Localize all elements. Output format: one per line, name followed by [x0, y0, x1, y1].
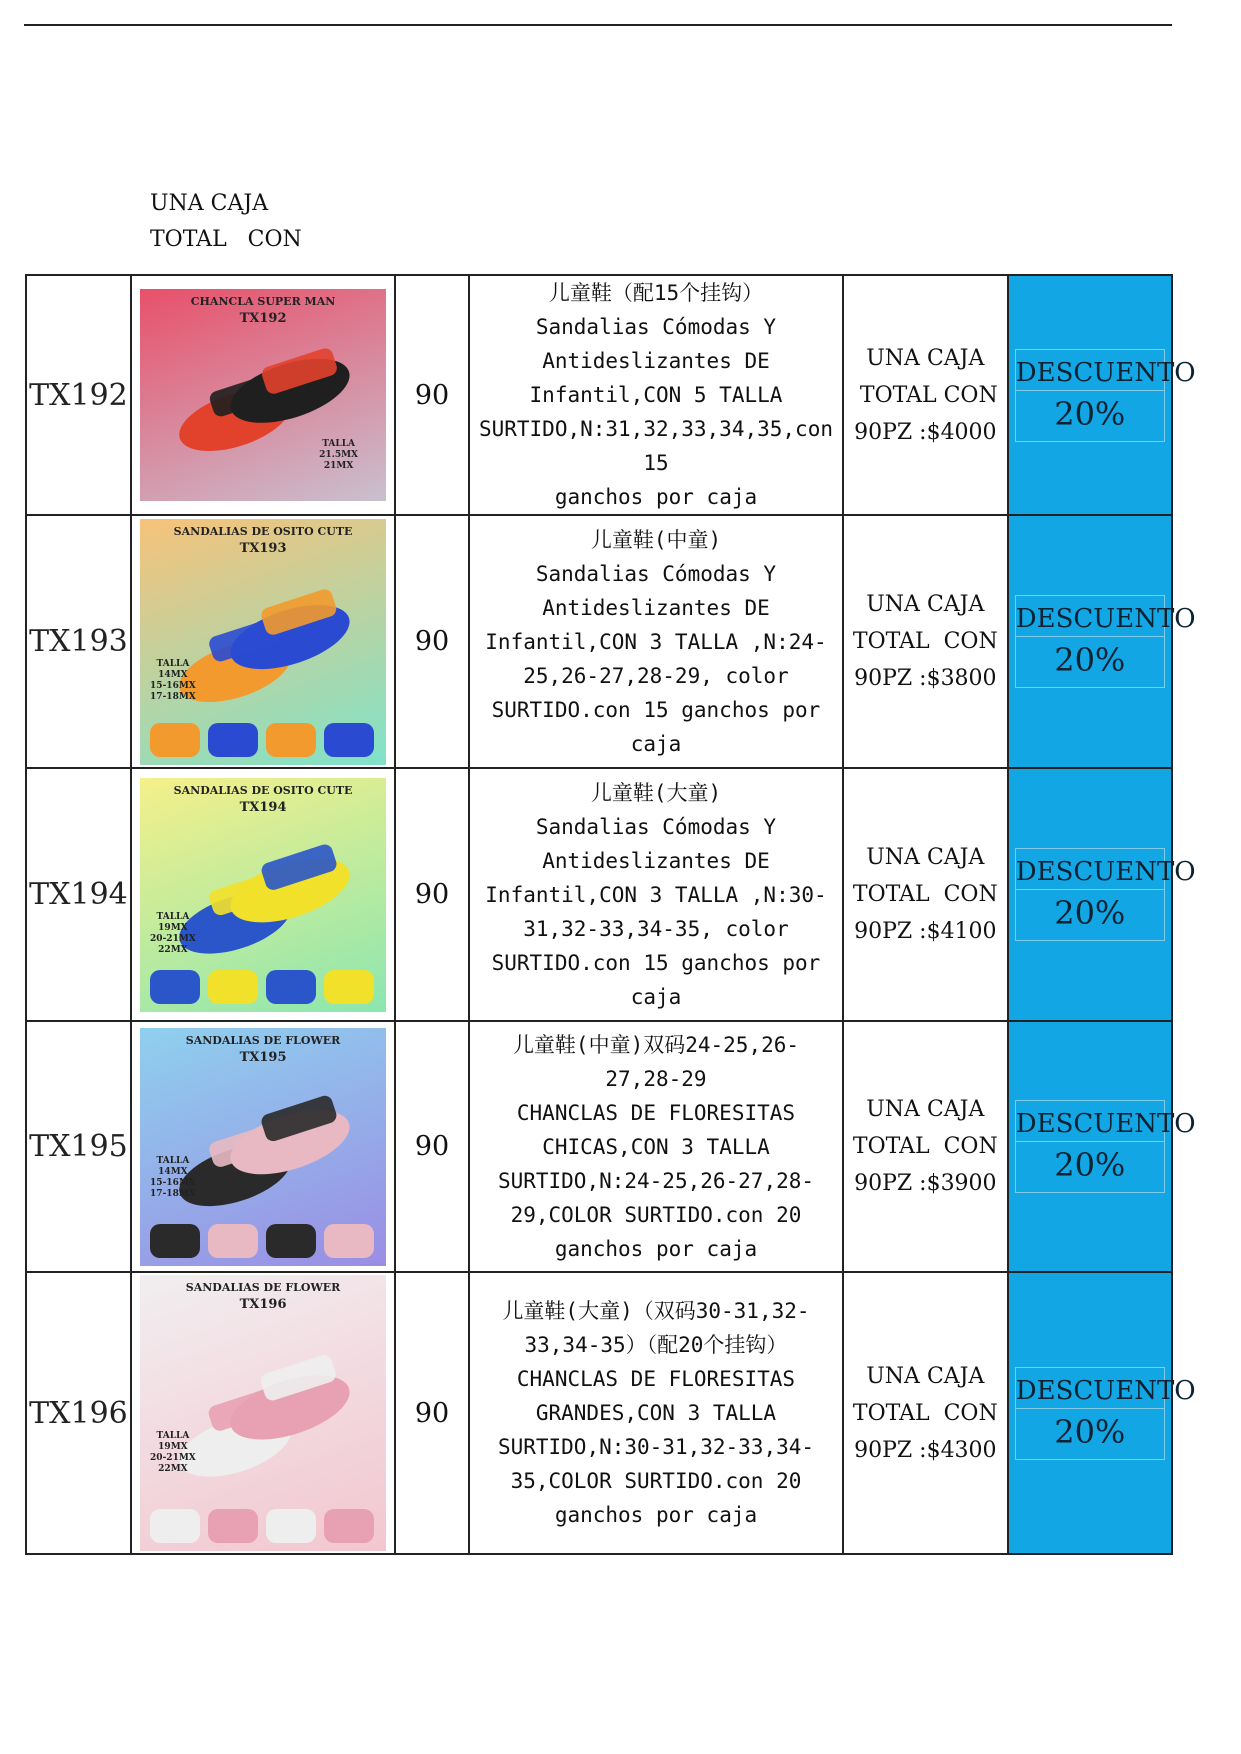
description-line: 儿童鞋(大童) [590, 780, 722, 805]
discount-label: DESCUENTO [1016, 596, 1164, 637]
description-line: Infantil,CON 3 TALLA ,N:30- [485, 882, 827, 907]
description-line: 儿童鞋(中童) [590, 527, 722, 552]
image-size-value: 20-21MX [150, 1453, 196, 1463]
description-line: SURTIDO,N:24-25,26-27,28- [497, 1168, 815, 1193]
top-rule [24, 24, 1172, 26]
sandal-illustration [140, 778, 386, 1012]
image-code: TX194 [239, 799, 287, 815]
variant-thumbnail [208, 723, 258, 757]
description [469, 1272, 843, 1554]
image-sizes-label: TALLA [156, 658, 190, 669]
description-line: Infantil,CON 3 TALLA ,N:24- [485, 629, 827, 654]
description [469, 515, 843, 768]
image-code: TX192 [239, 311, 287, 326]
description-line: ganchos por caja [554, 485, 758, 509]
product-image [140, 778, 386, 1012]
description-line: 33,34-35）（配20个挂钩） [524, 1333, 788, 1357]
description-line: 31,32-33,34-35, color [523, 916, 789, 941]
description-line: SURTIDO,N:31,32,33,34,35,con 15 [478, 417, 833, 475]
image-code: TX195 [239, 1049, 287, 1065]
image-sizes-label: TALLA [156, 911, 190, 922]
price [843, 768, 1007, 1021]
description-line: Infantil,CON 5 TALLA [529, 383, 783, 407]
price-line: UNA CAJA [866, 345, 985, 371]
quantity: 90 [395, 1272, 469, 1554]
description-line: Antideslizantes DE [542, 349, 770, 373]
discount-label: DESCUENTO [1016, 849, 1164, 890]
quantity: 90 [395, 275, 469, 515]
description-line: ganchos por caja [554, 1236, 758, 1261]
discount-value: 20% [1054, 1146, 1126, 1184]
description-line: CHANCLAS DE FLORESITAS [516, 1100, 796, 1125]
variant-thumbnail [266, 723, 316, 757]
price-line: 90PZ :$4300 [854, 1437, 997, 1463]
product-code: TX193 [26, 515, 131, 768]
image-size-value: 22MX [158, 1464, 188, 1474]
price [843, 1272, 1007, 1554]
description-line: Sandalias Cómodas Y [535, 561, 777, 586]
sandal-illustration [140, 519, 386, 765]
variant-thumbnail [150, 1509, 200, 1543]
image-size-value: 19MX [158, 922, 188, 933]
image-code: TX196 [239, 1297, 287, 1312]
image-sizes-label: TALLA [156, 1431, 190, 1441]
description-line: 25,26-27,28-29, color [523, 663, 789, 688]
price [843, 515, 1007, 768]
image-sizes [150, 1431, 196, 1475]
product-code: TX195 [26, 1021, 131, 1272]
description-line: CHICAS,CON 3 TALLA [542, 1134, 770, 1159]
variant-thumbnail [150, 970, 200, 1004]
price-line: TOTAL CON [852, 1134, 998, 1159]
sandal-illustration [140, 1028, 386, 1266]
description-line: 儿童鞋(大童)（双码30-31,32- [502, 1299, 810, 1323]
image-size-value: 15-16MX [150, 680, 196, 691]
discount-label: DESCUENTO [1016, 350, 1164, 391]
variant-thumbnail [324, 1224, 374, 1258]
table-row [26, 515, 1172, 768]
price-line: UNA CAJA [866, 592, 985, 617]
variant-thumbnail [324, 1509, 374, 1543]
image-size-value: 19MX [158, 1442, 188, 1452]
product-image-cell [131, 1021, 395, 1272]
description-line: caja [630, 731, 682, 756]
description-line: Antideslizantes DE [542, 848, 770, 873]
price [843, 275, 1007, 515]
product-image-cell [131, 275, 395, 515]
description-line: 27,28-29 [605, 1066, 707, 1091]
image-sizes [150, 1156, 196, 1200]
description-line: 29,COLOR SURTIDO.con 20 [510, 1202, 802, 1227]
variant-thumbnail [208, 970, 258, 1004]
product-image [140, 519, 386, 765]
description-line: GRANDES,CON 3 TALLA [535, 1401, 777, 1425]
image-title: SANDALIAS DE OSITO CUTE [173, 783, 353, 797]
discount-cell [1008, 275, 1196, 515]
variant-thumbnail [150, 1224, 200, 1258]
product-image-cell [131, 515, 395, 768]
variant-thumbnail [208, 1224, 258, 1258]
discount-box [1015, 349, 1196, 442]
image-size-value: 15-16MX [150, 1177, 196, 1188]
price-line: TOTAL CON [852, 629, 998, 654]
product-image-cell [131, 768, 395, 1021]
image-sizes [319, 439, 358, 472]
description-line: 儿童鞋(中童)双码24-25,26- [512, 1032, 800, 1057]
description-line: SURTIDO,N:30-31,32-33,34- [497, 1435, 815, 1459]
header-line-1: UNA CAJA [150, 191, 269, 216]
price-line: UNA CAJA [866, 1097, 985, 1122]
discount-label: DESCUENTO [1016, 1101, 1164, 1142]
description-line: Sandalias Cómodas Y [535, 315, 777, 339]
description-line: 35,COLOR SURTIDO.con 20 [510, 1469, 802, 1493]
discount-cell [1008, 1272, 1196, 1554]
description-line: ganchos por caja [554, 1503, 758, 1527]
variant-thumbnail [266, 1509, 316, 1543]
description [469, 1021, 843, 1272]
image-size-value: 14MX [158, 669, 188, 680]
image-size-value: 17-18MX [150, 691, 196, 702]
description-line: 儿童鞋（配15个挂钩） [548, 281, 764, 305]
quantity: 90 [395, 515, 469, 768]
image-title: SANDALIAS DE OSITO CUTE [173, 524, 353, 538]
discount-box [1015, 1100, 1196, 1193]
price-line: TOTAL CON [852, 382, 998, 408]
price-line: 90PZ :$3900 [854, 1171, 997, 1196]
product-image [140, 1275, 386, 1551]
variant-thumbnail [266, 970, 316, 1004]
quantity: 90 [395, 768, 469, 1021]
image-size-value: 22MX [158, 944, 188, 955]
image-sizes [150, 659, 196, 703]
product-image-cell [131, 1272, 395, 1554]
image-title: CHANCLA SUPER MAN [190, 295, 336, 308]
variant-thumbnail [324, 723, 374, 757]
image-code: TX193 [239, 540, 287, 556]
image-size-value: 21MX [323, 461, 354, 471]
price-line: UNA CAJA [866, 1363, 985, 1389]
description [469, 275, 843, 515]
description [469, 768, 843, 1021]
description-line: Sandalias Cómodas Y [535, 814, 777, 839]
header-note [150, 186, 302, 258]
table-row [26, 1021, 1172, 1272]
discount-box [1015, 1367, 1196, 1460]
discount-value: 20% [1054, 641, 1126, 679]
table-row [26, 768, 1172, 1021]
product-image [140, 1028, 386, 1266]
price-line: TOTAL CON [852, 1400, 998, 1426]
discount-box [1015, 848, 1196, 941]
description-line: Antideslizantes DE [542, 595, 770, 620]
table-row [26, 275, 1172, 515]
price-line: TOTAL CON [852, 882, 998, 907]
discount-cell [1008, 768, 1196, 1021]
image-size-value: 14MX [158, 1166, 188, 1177]
price-line: 90PZ :$3800 [854, 666, 997, 691]
product-image [140, 289, 386, 501]
image-sizes [150, 912, 196, 956]
description-line: SURTIDO.con 15 ganchos por [491, 697, 821, 722]
product-code: TX196 [26, 1272, 131, 1554]
price-line: 90PZ :$4100 [854, 919, 997, 944]
description-line: CHANCLAS DE FLORESITAS [516, 1367, 796, 1391]
discount-value: 20% [1054, 394, 1126, 433]
discount-label: DESCUENTO [1016, 1368, 1164, 1409]
discount-cell [1008, 515, 1196, 768]
discount-value: 20% [1054, 1412, 1126, 1451]
header-line-2: TOTAL CON [150, 227, 302, 252]
price-line: 90PZ :$4000 [854, 419, 997, 445]
product-table [25, 274, 1196, 1555]
variant-thumbnail [208, 1509, 258, 1543]
product-code: TX194 [26, 768, 131, 1021]
image-size-value: 17-18MX [150, 1188, 196, 1199]
discount-cell [1008, 1021, 1196, 1272]
image-title: SANDALIAS DE FLOWER [185, 1033, 341, 1047]
product-code: TX192 [26, 275, 131, 515]
sandal-illustration [140, 1275, 386, 1551]
image-sizes-label: TALLA [322, 439, 356, 449]
description-line: SURTIDO.con 15 ganchos por [491, 950, 821, 975]
image-size-value: 20-21MX [150, 933, 196, 944]
price [843, 1021, 1007, 1272]
table-row [26, 1272, 1172, 1554]
image-title: SANDALIAS DE FLOWER [185, 1281, 341, 1294]
quantity: 90 [395, 1021, 469, 1272]
description-line: caja [630, 984, 682, 1009]
variant-thumbnail [150, 723, 200, 757]
image-sizes-label: TALLA [156, 1155, 190, 1166]
variant-thumbnail [324, 970, 374, 1004]
discount-box [1015, 595, 1196, 688]
image-size-value: 21.5MX [319, 450, 359, 460]
variant-thumbnail [266, 1224, 316, 1258]
discount-value: 20% [1054, 894, 1126, 932]
price-line: UNA CAJA [866, 845, 985, 870]
